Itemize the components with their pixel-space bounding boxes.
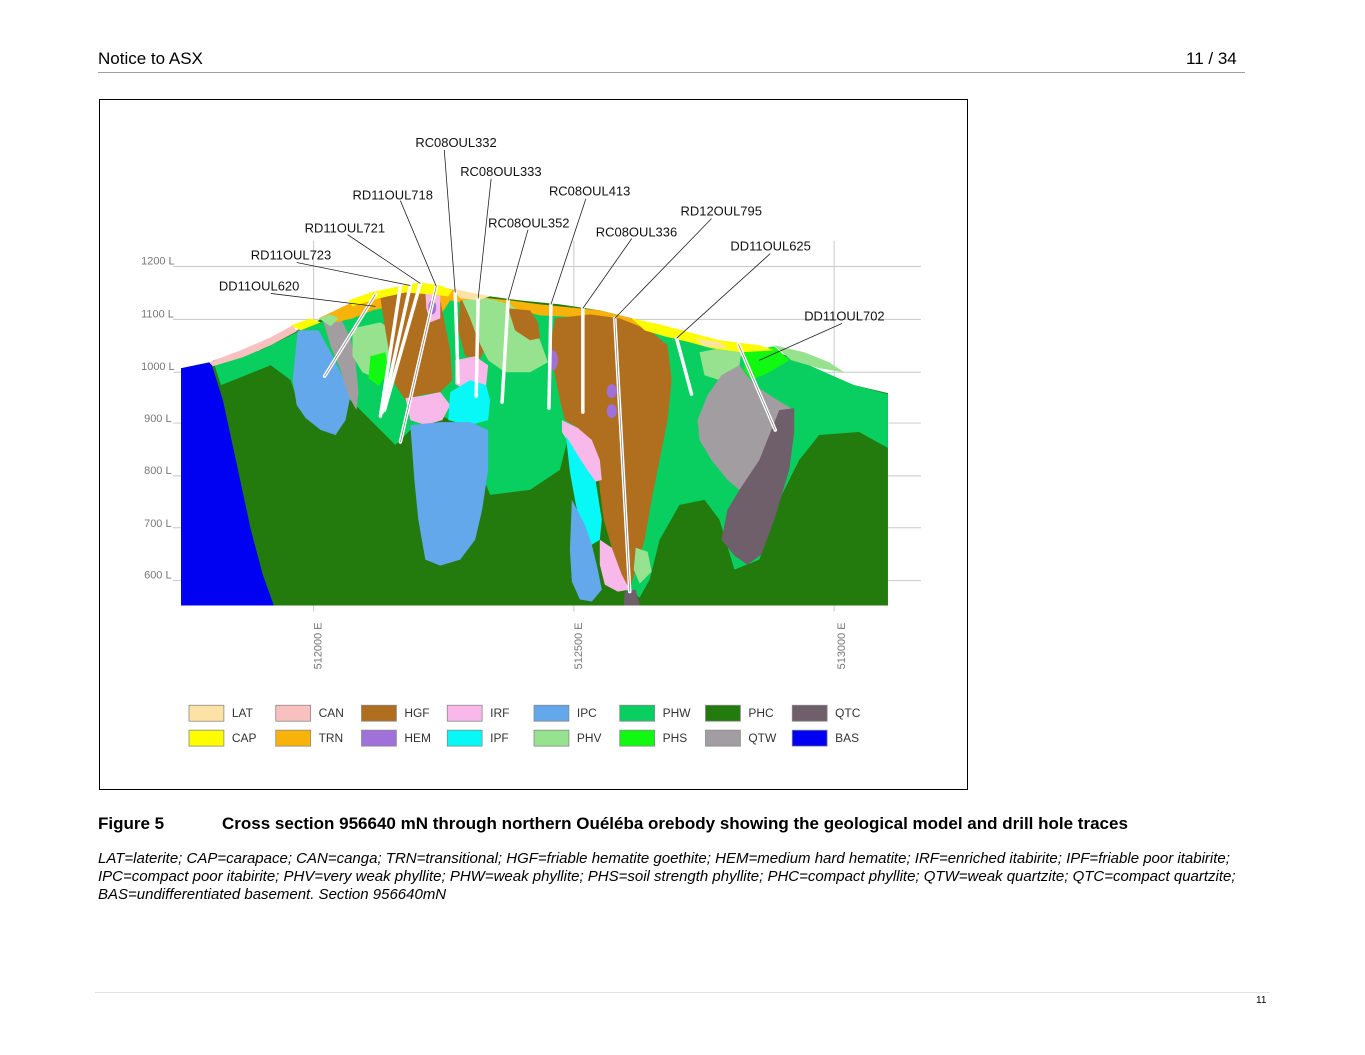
figure-title: Cross section 956640 mN through northern Ouéléba orebody showing the geological model and drill hole traces [222,814,1128,833]
figure-frame [99,99,968,790]
legend-label-cap: CAP [231,731,257,746]
legend-swatch-can [276,705,311,721]
legend-swatch-trn [276,730,311,746]
drillhole-label: RD12OUL795 [680,203,762,219]
header-page-count: 11 / 34 [1186,49,1237,68]
legend-label-ipf: IPF [490,731,509,746]
legend-swatch-hgf [361,705,396,721]
legend-swatch-phv [534,730,569,746]
legend-swatch-ipc [534,705,569,721]
drillhole-label: DD11OUL620 [218,278,300,294]
figure-number: Figure 5 [98,814,165,833]
legend-swatch-phw [620,705,655,721]
legend-swatch-phc [706,705,741,721]
drillhole-label: RD11OUL718 [352,187,433,203]
legend-label-qtc: QTC [835,706,861,721]
legend-label-hgf: HGF [404,706,430,721]
level-label: 900 L [144,413,172,426]
drillhole-label: RC08OUL352 [488,215,570,231]
legend-swatch-lat [189,705,224,721]
easting-label: 512000 E [312,622,325,670]
level-label: 600 L [144,569,172,582]
footer-rule [95,992,1270,993]
legend-label-lat: LAT [231,706,253,721]
level-label: 1200 L [141,255,175,268]
easting-label: 512500 E [572,622,585,670]
level-label: 800 L [144,464,172,477]
legend-swatch-ipf [447,730,482,746]
legend-swatch-qtw [706,730,741,746]
legend-label-phs: PHS [662,731,688,746]
legend-label-irf: IRF [490,706,510,721]
drillhole-label: RC08OUL413 [548,183,631,199]
easting-label: 513000 E [836,622,849,670]
legend-label-phv: PHV [576,731,602,746]
unit-hem [607,384,617,398]
legend-label-can: CAN [318,706,344,721]
level-label: 1000 L [141,361,175,374]
drillhole-label: RD11OUL721 [304,220,386,236]
legend-swatch-cap [189,730,224,746]
drillhole-label: RC08OUL332 [415,134,497,150]
cross-section-figure [100,100,967,789]
legend-label-phc: PHC [748,706,774,721]
level-label: 1100 L [141,308,174,321]
unit-hem [607,404,617,418]
legend-label-phw: PHW [662,706,691,721]
legend-swatch-irf [447,705,482,721]
figure-legend-note: LAT=laterite; CAP=carapace; CAN=canga; TRN=transitional; HGF=friable hematite goethite; HEM=medium hard hematite; IRF=enriched itabirite; IPF=friable poor itabirite; IPC=compact poor itabirite; PHV=very weak phyllite; PHW=weak phyllite; PHS=soil strength phyllite; PHC=compact phyllite; QTW=weak quartzite; QTC=compact quartzite; BAS=undifferentiated basement. Section 956640mN [98,850,1236,903]
drillhole-label: DD11OUL702 [804,308,885,324]
legend-swatch-bas [792,730,827,746]
level-label: 700 L [144,517,172,530]
drillhole-label: RC08OUL336 [595,224,678,240]
legend-swatch-qtc [792,705,827,721]
legend-label-ipc: IPC [576,706,597,721]
legend-label-bas: BAS [835,731,860,746]
legend-swatch-phs [620,730,655,746]
header-left: Notice to ASX [98,49,203,68]
legend-label-hem: HEM [404,731,431,746]
legend-swatch-hem [361,730,396,746]
legend-label-qtw: QTW [748,731,777,746]
drillhole-label: RC08OUL333 [460,163,542,179]
header-rule [98,72,1245,73]
drillhole-label: RD11OUL723 [250,247,332,263]
footer-page-number: 11 [1256,995,1267,1006]
drillhole-label: DD11OUL625 [730,238,811,254]
legend-label-trn: TRN [318,731,344,746]
